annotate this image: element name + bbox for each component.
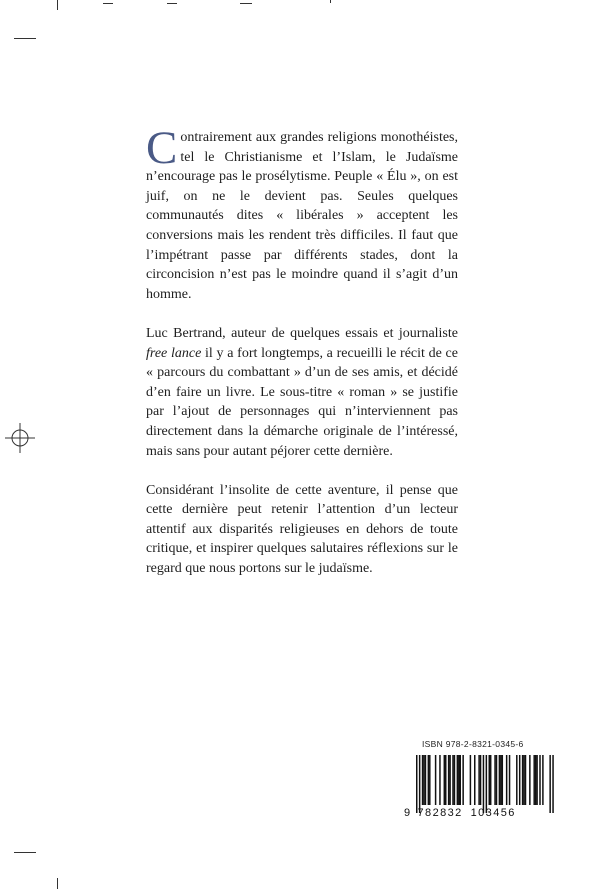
crop-mark-top-5	[330, 0, 331, 3]
barcode-bar	[486, 755, 488, 813]
barcode-bar	[536, 755, 538, 805]
barcode-bar	[416, 755, 418, 813]
back-cover-text	[146, 122, 458, 598]
barcode-bar	[509, 755, 511, 805]
barcode-bar	[419, 755, 421, 813]
paragraph-2-text-start: Luc Bertrand, auteur de quelques essais et journaliste	[146, 325, 458, 341]
paragraph-2-text-end: il y a fort longtemps, a recueilli le récit de ce « parcours du combattant » d’un de ses amis, et décidé d’en faire un livre. Le sous-titre « roman » se justifie par l’ajout de personnages qui n’interviennent pas directement dans la démarche originale de l’intéressé, mais sans pour autant péjorer cette dernière.	[146, 345, 458, 459]
barcode-bar	[425, 755, 427, 805]
barcode-bar	[444, 755, 446, 805]
barcode-bar	[462, 755, 464, 805]
barcode-bar	[449, 755, 451, 805]
barcode-bar	[439, 755, 441, 805]
barcode-bar	[519, 755, 521, 805]
barcode-right-group: 103456	[470, 807, 516, 819]
drop-cap: C	[146, 122, 178, 174]
barcode-bar	[502, 755, 504, 805]
barcode-bar	[478, 755, 480, 805]
barcode-bar	[422, 755, 424, 805]
barcode-bar	[494, 755, 496, 805]
barcode-bar	[454, 755, 456, 805]
isbn-barcode	[404, 739, 564, 819]
crop-mark-left-bottom	[14, 852, 36, 853]
barcode-bars	[404, 755, 564, 813]
barcode-bar	[458, 755, 460, 805]
paragraph-1	[146, 122, 458, 304]
paragraph-3	[146, 481, 458, 579]
paragraph-1-text: ontrairement aux grandes religions monothéistes, tel le Christianisme et l’Islam, le Judaïsme n’encourage pas le prosélytisme. Peuple « Élu », on est juif, on ne le devient pas. Seules quelques communautés dites « libérales » acceptent les conversions mais les rendent très difficiles. Il faut que l’impétrant passe par différents stades, dont la circoncision n’est pas le moindre quand il s’agit d’un homme.	[146, 130, 458, 302]
barcode-bar	[480, 755, 482, 805]
barcode-bar	[523, 755, 525, 805]
barcode-bar	[535, 755, 537, 805]
barcode-bar	[542, 755, 544, 805]
barcode-bar	[435, 755, 437, 805]
crop-mark-top-4	[240, 3, 252, 4]
barcode-bar	[452, 755, 454, 805]
crop-mark-left-top	[14, 38, 36, 39]
barcode-bar	[496, 755, 498, 805]
barcode-bar	[516, 755, 518, 805]
paragraph-3-text: Considérant l’insolite de cette aventure, il pense que cette dernière peut retenir l’attention d’un lecteur attentif aux disparités religieuses en dehors de toute critique, et inspirer quelques salutaires réflexions sur le regard que nous portons sur le judaïsme.	[146, 482, 458, 577]
barcode-left-group: 782832	[417, 807, 463, 819]
barcode-bar	[460, 755, 462, 805]
barcode-bar	[506, 755, 508, 805]
barcode-bar	[448, 755, 450, 805]
isbn-label: ISBN 978-2-8321-0345-6	[422, 739, 524, 749]
barcode-bar	[522, 755, 524, 805]
barcode-bar	[483, 755, 485, 813]
crop-mark-top-3	[167, 3, 177, 4]
barcode-bar	[552, 755, 554, 813]
barcode-bar	[445, 755, 447, 805]
barcode-bar	[489, 755, 491, 805]
barcode-bar	[549, 755, 551, 813]
barcode-bar	[499, 755, 501, 805]
crop-mark-top-1	[57, 0, 58, 10]
barcode-bar	[457, 755, 459, 805]
registration-mark	[5, 423, 35, 453]
barcode-bar	[474, 755, 476, 805]
barcode-bar	[529, 755, 531, 805]
barcode-bar	[500, 755, 502, 805]
barcode-first-digit: 9	[404, 807, 412, 819]
barcode-bar	[429, 755, 431, 805]
barcode-bar	[539, 755, 541, 805]
crop-mark-top-2	[103, 3, 113, 4]
paragraph-2	[146, 324, 458, 461]
italic-term: free lance	[146, 345, 202, 361]
crop-mark-bottom	[57, 878, 58, 889]
barcode-bar	[490, 755, 492, 805]
barcode-bar	[423, 755, 425, 805]
barcode-bar	[428, 755, 430, 805]
barcode-bar	[533, 755, 535, 805]
barcode-bar	[470, 755, 472, 805]
barcode-bar	[525, 755, 527, 805]
barcode-digits	[404, 807, 564, 819]
